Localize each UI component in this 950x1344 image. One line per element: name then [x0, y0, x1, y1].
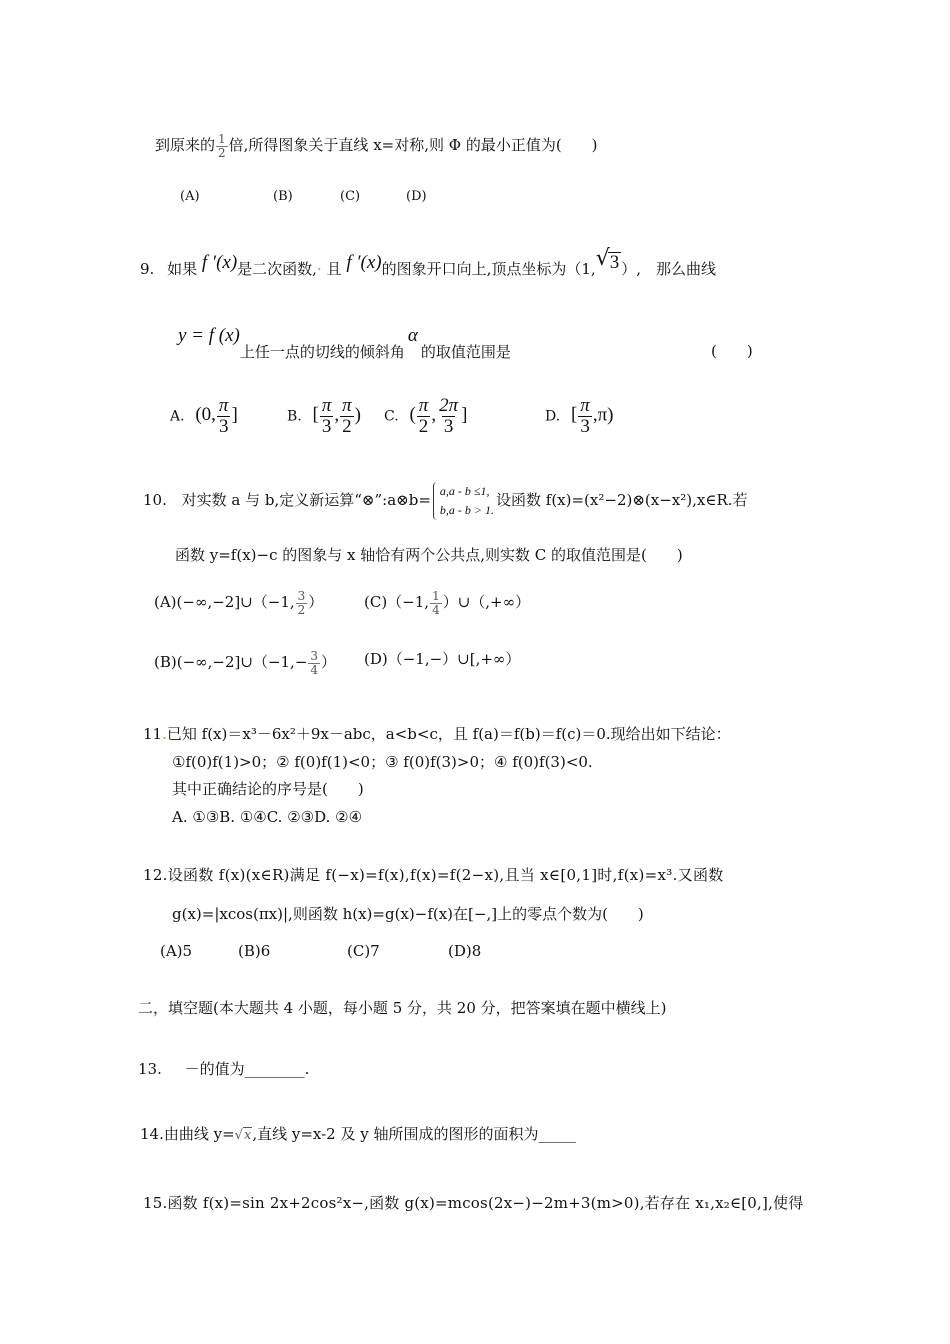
- q9-curve: y = f (x): [178, 325, 240, 346]
- q12-option-b: (B)6: [238, 942, 271, 960]
- q9-text-5: ）, 那么曲线: [621, 260, 716, 278]
- q8-option-c: (C): [340, 189, 361, 204]
- q9-text-7: 的取值范围是: [420, 343, 511, 361]
- q9-option-c: C. ( $\frac{\pi}{2}$ , $\frac{2\pi}{3}$ ]: [384, 395, 468, 437]
- q9-text-6: 上任一点的切线的倾斜角: [239, 343, 405, 361]
- q9-fprime-2: f ′(x): [346, 252, 382, 273]
- q10-option-c: (C)（−1, $\frac{1}{4}$ ）∪（,+∞）: [364, 589, 531, 617]
- q9-line1: [140, 246, 716, 278]
- q8-text-a: 到原来的: [155, 136, 216, 155]
- q10-piecewise: a,a - b ≤1, b,a - b > 1.: [433, 482, 494, 520]
- q9-text-4: 的图象开口向上,顶点坐标为（1,: [381, 260, 596, 278]
- q8-option-a: (A): [180, 189, 200, 204]
- q11-line2: ①f(0)f(1)>0；② f(0)f(1)<0；③ f(0)f(3)>0；④ f(0)f(3)<0.: [172, 753, 593, 771]
- q14-sqrt: √x: [234, 1128, 252, 1143]
- q9-alpha: α: [407, 325, 418, 346]
- q8-fraction: $\frac{1}{2}$: [218, 132, 226, 160]
- q12-line2: g(x)=|xcos(πx)|,则函数 h(x)=g(x)−f(x)在[−,]上的零点个数为( ): [172, 905, 644, 923]
- q12-option-a: (A)5: [160, 942, 193, 960]
- q9-option-a-frac: $\frac{\pi}{3}$: [218, 395, 229, 437]
- q11-options: A. ①③B. ①④C. ②③D. ②④: [172, 808, 363, 826]
- q12-line1: 12.设函数 f(x)(x∈R)满足 f(−x)=f(x),f(x)=f(2−x),且当 x∈[0,1]时,f(x)=x³.又函数: [143, 866, 724, 884]
- q9-text-2: 是二次函数,: [237, 260, 317, 278]
- q15-line1: 15.函数 f(x)=sin 2x+2cos²x−,函数 g(x)=mcos(2x−)−2m+3(m>0),若存在 x₁,x₂∈[0,],使得: [143, 1194, 804, 1212]
- q9-line2: [178, 325, 511, 361]
- q10-text-1: 对实数 a 与 b,定义新运算“⊗”:a⊗b=: [181, 491, 431, 510]
- q10-option-a: (A)(−∞,−2]∪（−1, $\frac{3}{2}$ ）: [154, 589, 324, 617]
- q9-answer-paren: ( ): [711, 342, 753, 360]
- q10-option-b: (B)(−∞,−2]∪（−1,− $\frac{3}{4}$ ）: [154, 649, 337, 677]
- q9-option-a-open: (0,: [195, 404, 216, 426]
- q14-line: 14.由曲线 y=√x,直线 y=x-2 及 y 轴所围成的图形的面积为_____: [140, 1125, 576, 1143]
- q10-option-d: (D)（−1,−）∪[,+∞）: [364, 650, 521, 668]
- q10-line2: 函数 y=f(x)−c 的图象与 x 轴恰有两个公共点,则实数 C 的取值范围是( ): [175, 546, 683, 564]
- q10-text-2: 设函数 f(x)=(x²−2)⊗(x−x²),x∈R.若: [496, 491, 748, 510]
- section-heading: 二，填空题(本大题共 4 小题，每小题 5 分，共 20 分，把答案填在题中横线上): [138, 999, 667, 1017]
- q9-text-1: 如果: [167, 260, 198, 278]
- q9-option-d: D. [ $\frac{\pi}{3}$ ,π): [545, 395, 614, 437]
- q9-option-b: B. [ $\frac{\pi}{3}$ , $\frac{\pi}{2}$ ): [287, 395, 361, 437]
- q10-line1: [143, 482, 748, 520]
- q9-fprime-1: f ′(x): [201, 252, 238, 273]
- q11-line3: 其中正确结论的序号是( ): [172, 780, 364, 798]
- q8-option-b: (B): [273, 189, 293, 204]
- q12-option-c: (C)7: [347, 942, 380, 960]
- q9-sqrt: √ 3: [595, 246, 620, 273]
- q10-number: 10.: [143, 491, 167, 510]
- q8-option-d: (D): [406, 189, 427, 204]
- q9-number: 9.: [140, 260, 155, 278]
- q8-text-b: 倍,所得图象关于直线 x=对称,则 Φ 的最小正值为( ): [228, 136, 598, 155]
- q8-line: [155, 133, 598, 159]
- q12-option-d: (D)8: [448, 942, 482, 960]
- q9-text-3: 且: [326, 260, 342, 278]
- q13-line: 13. －的值为________.: [138, 1060, 310, 1078]
- q11-line1: 11.已知 f(x)＝x³－6x²＋9x－abc，a<b<c，且 f(a)＝f(b)＝f(c)＝0.现给出如下结论：: [143, 725, 731, 743]
- q9-option-a: A. (0, $\frac{\pi}{3}$ ]: [170, 395, 238, 437]
- q9-mark: ·: [316, 260, 322, 278]
